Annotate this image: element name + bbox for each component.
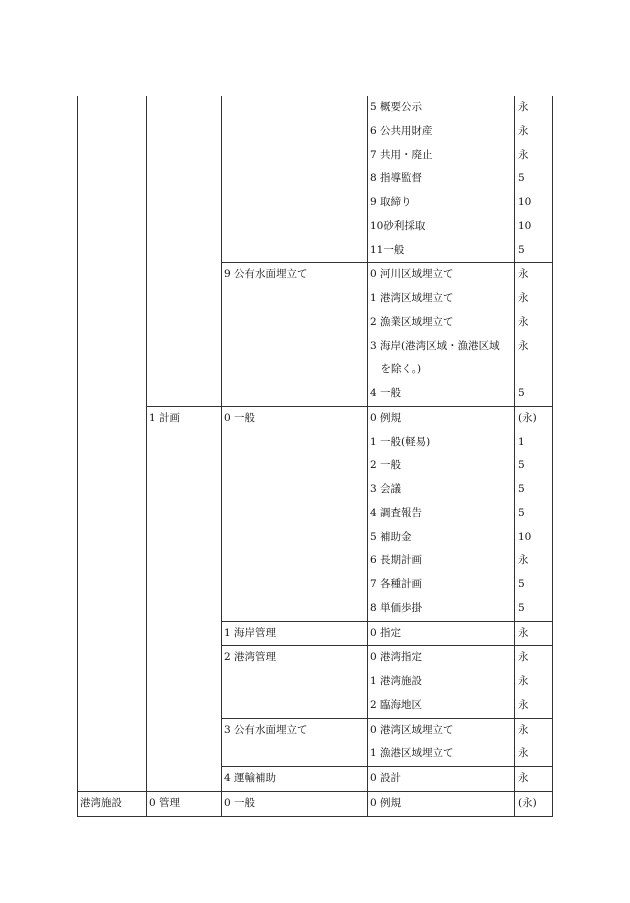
item-cell: 0 港湾区域埋立て xyxy=(368,718,515,742)
section-cell xyxy=(147,646,222,670)
subsection-cell: 0 一般 xyxy=(222,406,368,430)
section-cell xyxy=(147,167,222,191)
subsection-cell xyxy=(222,287,368,311)
category-cell xyxy=(78,670,147,694)
retention-cell: 永 xyxy=(515,549,553,573)
subsection-cell xyxy=(222,573,368,597)
category-cell xyxy=(78,621,147,646)
section-cell: 0 管理 xyxy=(147,791,222,816)
section-cell xyxy=(147,120,222,144)
category-cell: 港湾施設 xyxy=(78,791,147,816)
table-row xyxy=(78,406,553,430)
retention-cell: 10 xyxy=(515,215,553,239)
item-cell: 7 共用・廃止 xyxy=(368,144,515,168)
table-body xyxy=(78,96,553,816)
subsection-cell xyxy=(222,144,368,168)
retention-cell: 5 xyxy=(515,502,553,526)
table-row xyxy=(78,621,553,646)
category-cell xyxy=(78,96,147,120)
subsection-cell: 3 公有水面埋立て xyxy=(222,718,368,742)
subsection-cell xyxy=(222,167,368,191)
subsection-cell: 4 運輸補助 xyxy=(222,767,368,792)
item-cell: 0 例規 xyxy=(368,791,515,816)
category-cell xyxy=(78,502,147,526)
item-cell: 8 単価歩掛 xyxy=(368,597,515,621)
category-cell xyxy=(78,406,147,430)
subsection-cell xyxy=(222,454,368,478)
section-cell xyxy=(147,215,222,239)
subsection-cell xyxy=(222,597,368,621)
table-row xyxy=(78,358,553,382)
table-row xyxy=(78,382,553,406)
table-row xyxy=(78,144,553,168)
retention-cell: 永 xyxy=(515,646,553,670)
table-row xyxy=(78,311,553,335)
item-cell: 0 河川区域埋立て xyxy=(368,263,515,287)
item-cell: 0 設計 xyxy=(368,767,515,792)
item-cell: 0 指定 xyxy=(368,621,515,646)
category-cell xyxy=(78,573,147,597)
section-cell xyxy=(147,239,222,263)
retention-cell: 永 xyxy=(515,263,553,287)
item-cell: 0 例規 xyxy=(368,406,515,430)
item-cell: 2 漁業区域埋立て xyxy=(368,311,515,335)
retention-schedule-table xyxy=(77,96,553,817)
table-row xyxy=(78,597,553,621)
section-cell xyxy=(147,694,222,718)
section-cell xyxy=(147,549,222,573)
category-cell xyxy=(78,767,147,792)
table-row xyxy=(78,478,553,502)
subsection-cell xyxy=(222,526,368,550)
table-row xyxy=(78,167,553,191)
subsection-cell xyxy=(222,239,368,263)
table-row xyxy=(78,239,553,263)
retention-cell: 5 xyxy=(515,382,553,406)
table-row xyxy=(78,191,553,215)
section-cell xyxy=(147,478,222,502)
retention-cell: 永 xyxy=(515,144,553,168)
section-cell xyxy=(147,144,222,168)
category-cell xyxy=(78,287,147,311)
retention-cell: 永 xyxy=(515,96,553,120)
section-cell: 1 計画 xyxy=(147,406,222,430)
section-cell xyxy=(147,597,222,621)
retention-cell: 5 xyxy=(515,478,553,502)
subsection-cell xyxy=(222,358,368,382)
category-cell xyxy=(78,478,147,502)
subsection-cell: 1 海岸管理 xyxy=(222,621,368,646)
subsection-cell xyxy=(222,431,368,455)
subsection-cell: 2 港湾管理 xyxy=(222,646,368,670)
category-cell xyxy=(78,263,147,287)
section-cell xyxy=(147,742,222,766)
subsection-cell xyxy=(222,742,368,766)
retention-cell: 10 xyxy=(515,191,553,215)
item-cell: 4 一般 xyxy=(368,382,515,406)
retention-cell: 永 xyxy=(515,120,553,144)
retention-cell: 永 xyxy=(515,694,553,718)
category-cell xyxy=(78,191,147,215)
subsection-cell: 0 一般 xyxy=(222,791,368,816)
item-cell: 7 各種計画 xyxy=(368,573,515,597)
retention-cell: 永 xyxy=(515,767,553,792)
category-cell xyxy=(78,239,147,263)
table-row xyxy=(78,335,553,359)
item-cell: 1 港湾施設 xyxy=(368,670,515,694)
category-cell xyxy=(78,718,147,742)
retention-cell: 1 xyxy=(515,431,553,455)
section-cell xyxy=(147,621,222,646)
retention-cell: 永 xyxy=(515,742,553,766)
table-row xyxy=(78,454,553,478)
category-cell xyxy=(78,597,147,621)
subsection-cell xyxy=(222,96,368,120)
table-row xyxy=(78,120,553,144)
item-cell: 1 一般(軽易) xyxy=(368,431,515,455)
retention-cell: 永 xyxy=(515,335,553,359)
subsection-cell xyxy=(222,549,368,573)
category-cell xyxy=(78,144,147,168)
retention-cell: 5 xyxy=(515,573,553,597)
retention-cell: 永 xyxy=(515,287,553,311)
section-cell xyxy=(147,502,222,526)
section-cell xyxy=(147,287,222,311)
category-cell xyxy=(78,382,147,406)
section-cell xyxy=(147,263,222,287)
table-row xyxy=(78,215,553,239)
category-cell xyxy=(78,120,147,144)
section-cell xyxy=(147,431,222,455)
item-cell: 8 指導監督 xyxy=(368,167,515,191)
item-cell: 3 海岸(港湾区域・漁港区域 xyxy=(368,335,515,359)
section-cell xyxy=(147,767,222,792)
item-cell: 6 長期計画 xyxy=(368,549,515,573)
item-cell: 6 公共用財産 xyxy=(368,120,515,144)
category-cell xyxy=(78,526,147,550)
retention-cell: 永 xyxy=(515,621,553,646)
category-cell xyxy=(78,646,147,670)
item-cell: 11一般 xyxy=(368,239,515,263)
section-cell xyxy=(147,382,222,406)
category-cell xyxy=(78,335,147,359)
table-row xyxy=(78,791,553,816)
section-cell xyxy=(147,454,222,478)
item-cell: 3 会議 xyxy=(368,478,515,502)
category-cell xyxy=(78,358,147,382)
item-cell: 4 調査報告 xyxy=(368,502,515,526)
item-cell: 2 臨海地区 xyxy=(368,694,515,718)
table-row xyxy=(78,526,553,550)
retention-cell xyxy=(515,358,553,382)
subsection-cell: 9 公有水面埋立て xyxy=(222,263,368,287)
table-row xyxy=(78,646,553,670)
category-cell xyxy=(78,742,147,766)
table-row xyxy=(78,431,553,455)
retention-cell: 10 xyxy=(515,526,553,550)
category-cell xyxy=(78,311,147,335)
retention-cell: 5 xyxy=(515,597,553,621)
table-row xyxy=(78,549,553,573)
retention-cell: 5 xyxy=(515,454,553,478)
section-cell xyxy=(147,670,222,694)
table-row xyxy=(78,767,553,792)
retention-cell: 永 xyxy=(515,311,553,335)
subsection-cell xyxy=(222,120,368,144)
category-cell xyxy=(78,431,147,455)
table-row xyxy=(78,96,553,120)
section-cell xyxy=(147,358,222,382)
subsection-cell xyxy=(222,311,368,335)
retention-cell: 永 xyxy=(515,718,553,742)
table-row xyxy=(78,263,553,287)
category-cell xyxy=(78,215,147,239)
retention-cell: 5 xyxy=(515,239,553,263)
section-cell xyxy=(147,718,222,742)
section-cell xyxy=(147,335,222,359)
retention-cell: 永 xyxy=(515,670,553,694)
item-cell: 1 港湾区域埋立て xyxy=(368,287,515,311)
category-cell xyxy=(78,454,147,478)
table-row xyxy=(78,670,553,694)
section-cell xyxy=(147,573,222,597)
item-cell: を除く。) xyxy=(368,358,515,382)
subsection-cell xyxy=(222,478,368,502)
retention-cell: 5 xyxy=(515,167,553,191)
table-row xyxy=(78,718,553,742)
category-cell xyxy=(78,167,147,191)
retention-cell: (永) xyxy=(515,406,553,430)
subsection-cell xyxy=(222,502,368,526)
table-row xyxy=(78,502,553,526)
category-cell xyxy=(78,549,147,573)
section-cell xyxy=(147,96,222,120)
subsection-cell xyxy=(222,191,368,215)
item-cell: 5 補助金 xyxy=(368,526,515,550)
section-cell xyxy=(147,311,222,335)
item-cell: 2 一般 xyxy=(368,454,515,478)
category-cell xyxy=(78,694,147,718)
subsection-cell xyxy=(222,382,368,406)
item-cell: 5 概要公示 xyxy=(368,96,515,120)
table-row xyxy=(78,287,553,311)
section-cell xyxy=(147,191,222,215)
subsection-cell xyxy=(222,670,368,694)
table-row xyxy=(78,694,553,718)
subsection-cell xyxy=(222,215,368,239)
item-cell: 0 港湾指定 xyxy=(368,646,515,670)
table-row xyxy=(78,742,553,766)
subsection-cell xyxy=(222,694,368,718)
subsection-cell xyxy=(222,335,368,359)
retention-cell: (永) xyxy=(515,791,553,816)
table-row xyxy=(78,573,553,597)
item-cell: 10砂利採取 xyxy=(368,215,515,239)
item-cell: 1 漁港区域埋立て xyxy=(368,742,515,766)
section-cell xyxy=(147,526,222,550)
item-cell: 9 取締り xyxy=(368,191,515,215)
